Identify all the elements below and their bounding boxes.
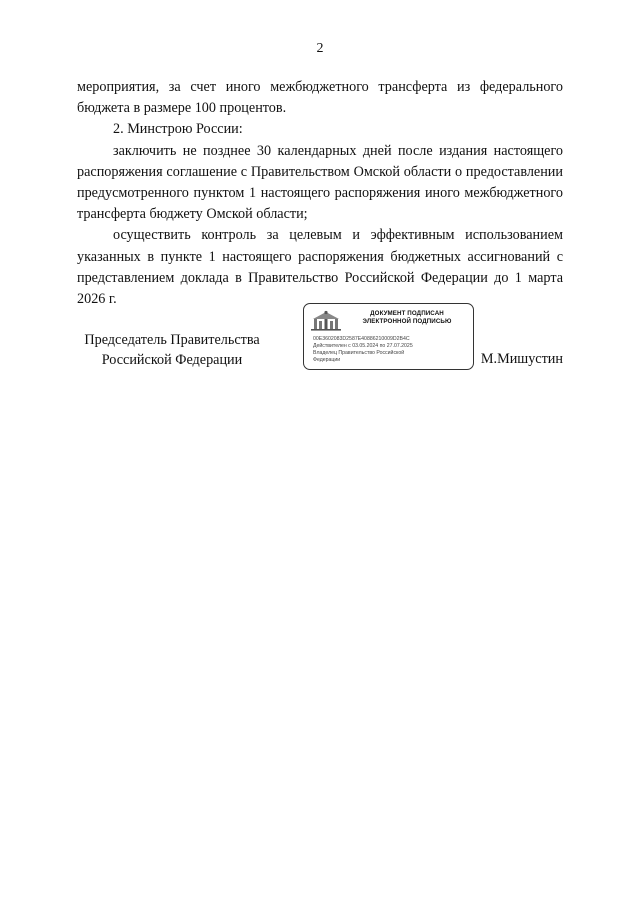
stamp-details — [313, 336, 471, 364]
stamp-owner-line-1: Владелец Правительство Российской — [313, 350, 405, 356]
signer-title — [77, 330, 267, 370]
stamp-header — [342, 310, 472, 326]
page-number: 2 — [316, 41, 324, 56]
stamp-header-line-2: ЭЛЕКТРОННОЙ ПОДПИСЬЮ — [362, 318, 452, 325]
paragraph-control: осуществить контроль за целевым и эффективным использованием указанных в пункте 1 настоящего распоряжения бюджетных ассигнований с представлением доклада в Правительство Российской Федерации до 1 марта 2026 г. — [77, 227, 563, 308]
electronic-signature-stamp — [303, 303, 474, 370]
paragraph-continuation: мероприятия, за счет иного межбюджетного трансферта из федерального бюджета в размере 100 процентов. — [77, 79, 563, 117]
paragraph-item-2: 2. Минстрою России: — [113, 121, 243, 138]
stamp-certificate: 00E3602083D2587E40886210009D2B4C — [313, 336, 410, 342]
signer-name: М.Мишустин — [480, 351, 563, 367]
coat-of-arms-icon — [311, 310, 341, 332]
signer-title-line-2: Российской Федерации — [101, 352, 243, 368]
stamp-validity: Действителен с 03.05.2024 по 27.07.2025 — [313, 343, 413, 349]
paragraph-conclude-agreement: заключить не позднее 30 календарных дней после издания настоящего распоряжения соглашение с Правительством Омской области о предоставлении предусмотренного пунктом 1 настоящего распоряжения иного межбюджетного трансферта бюджету Омской области; — [77, 142, 563, 223]
stamp-owner-line-2: Федерации — [313, 357, 341, 363]
signer-title-line-1: Председатель Правительства — [84, 332, 260, 348]
document-body — [77, 77, 563, 310]
signature-block — [77, 303, 563, 375]
stamp-header-line-1: ДОКУМЕНТ ПОДПИСАН — [370, 310, 444, 317]
